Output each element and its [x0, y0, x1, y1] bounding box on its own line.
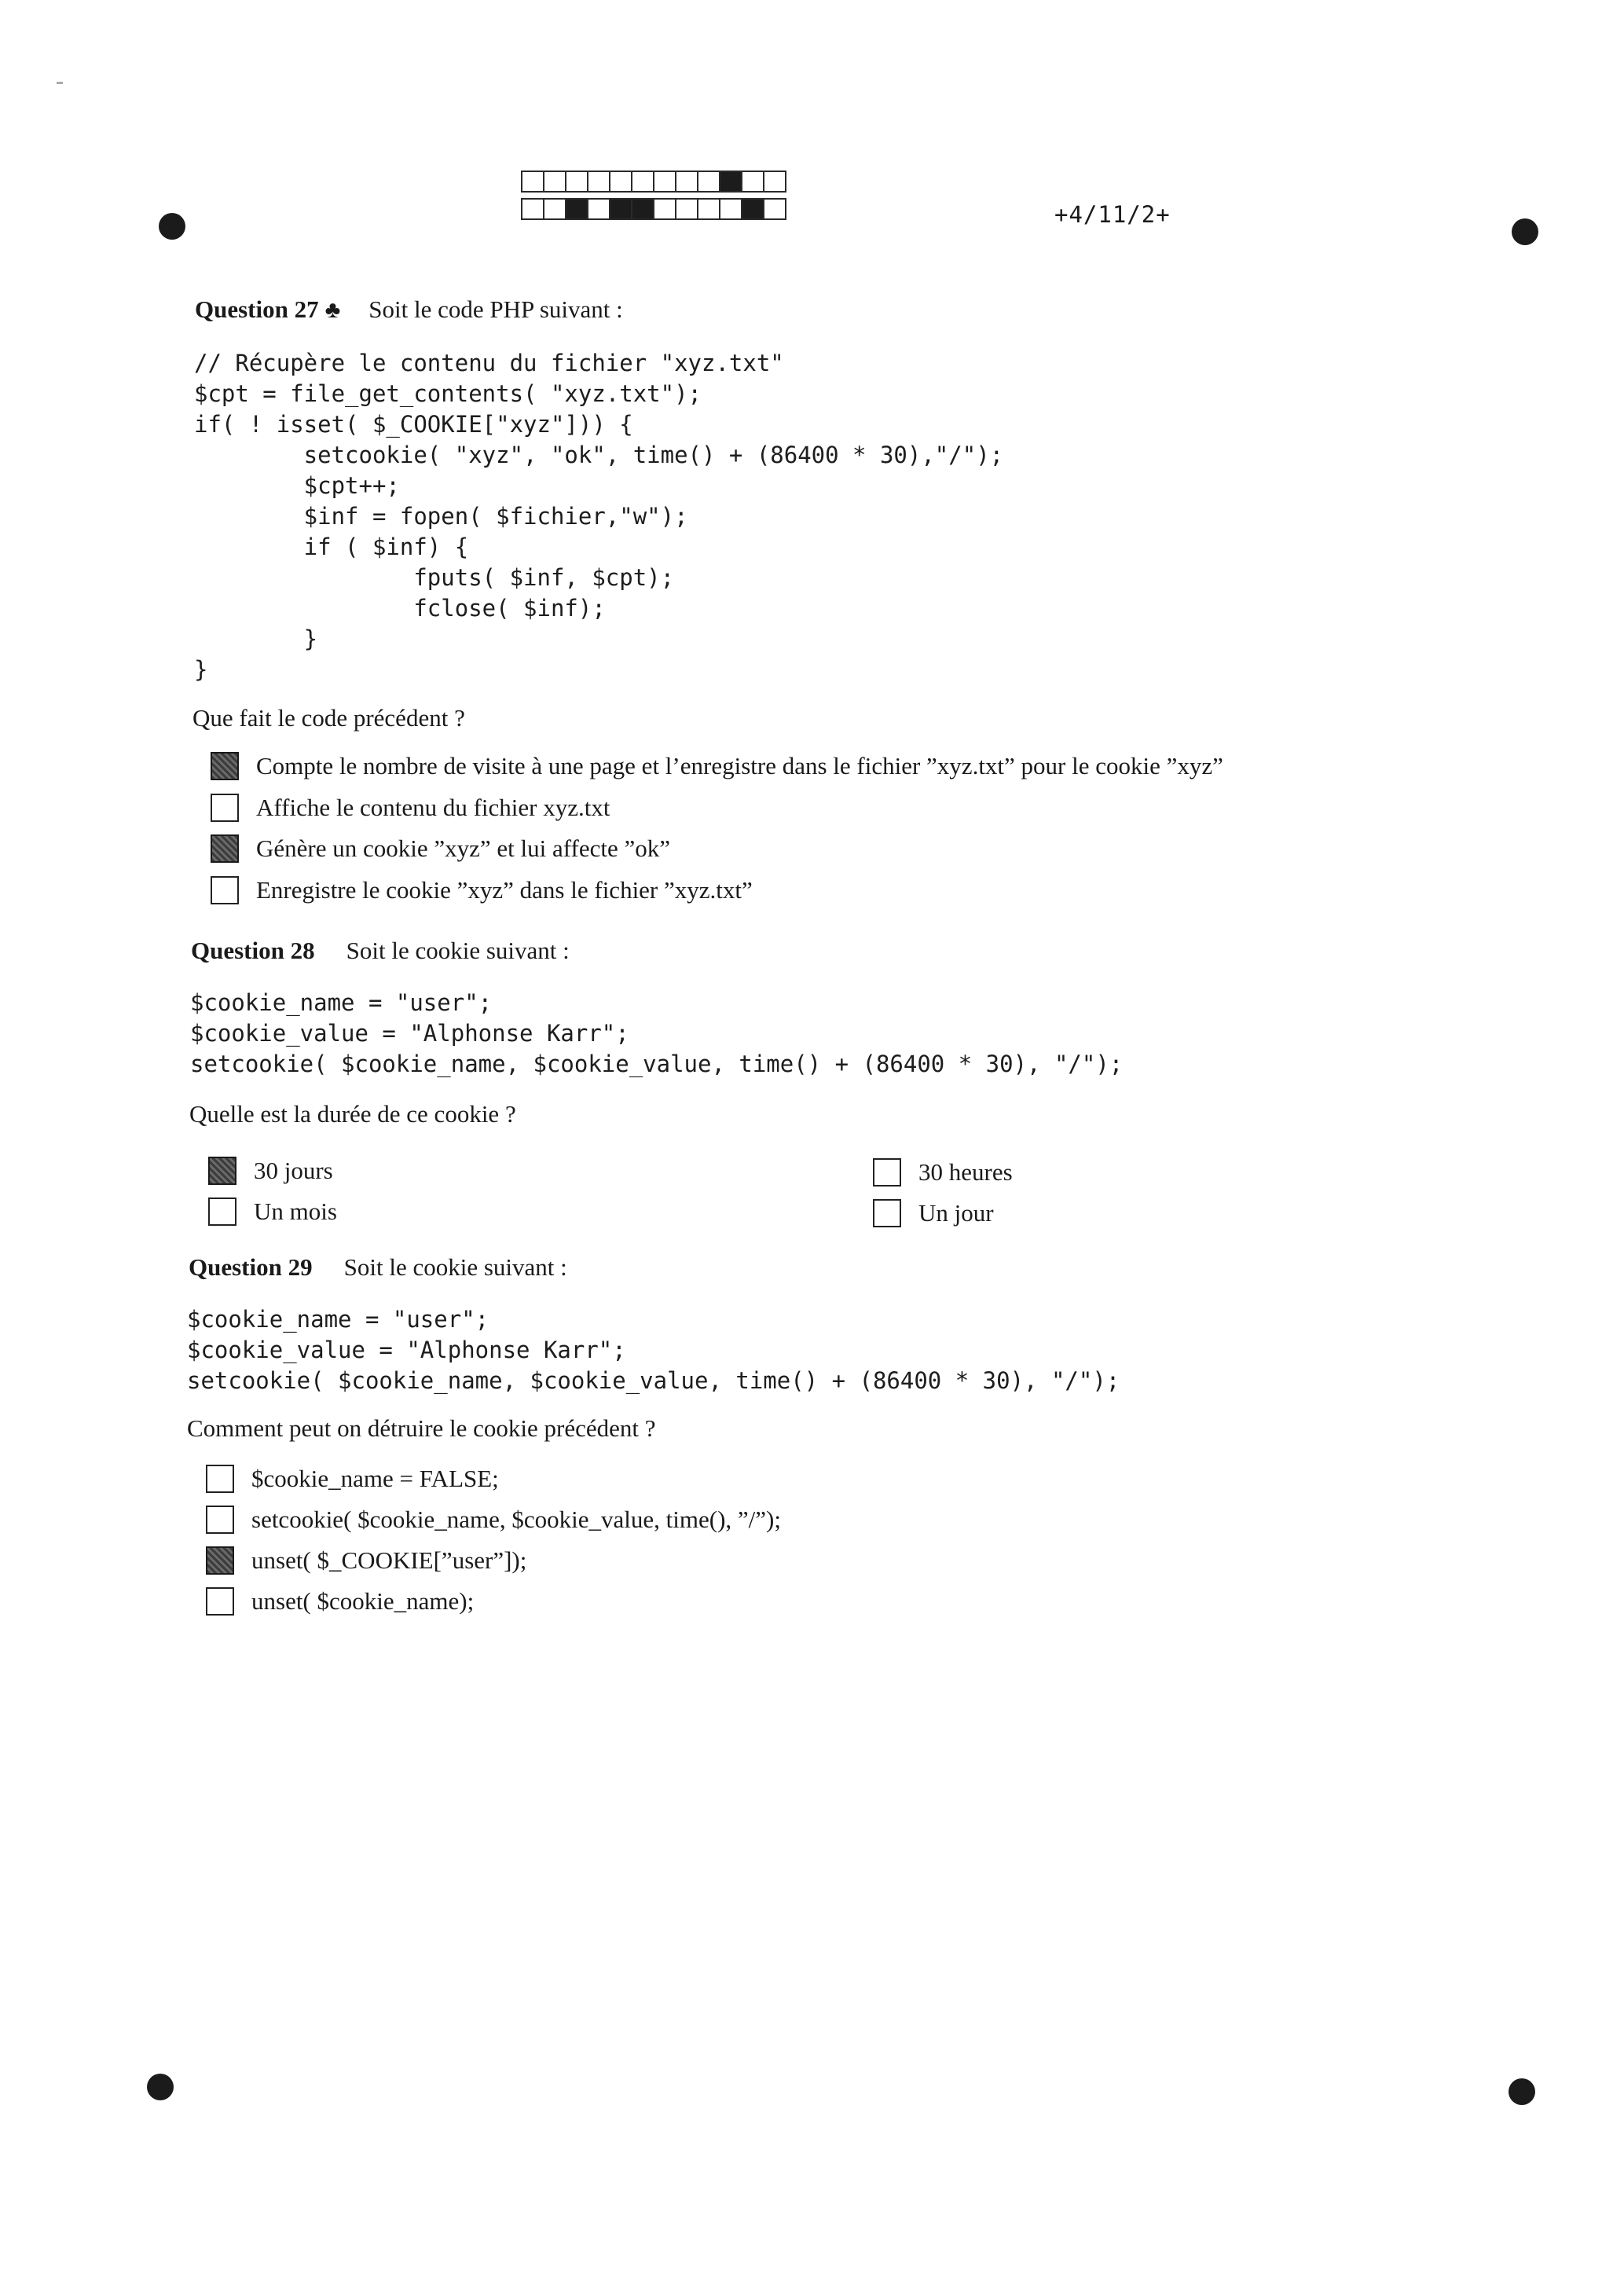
- id-grid-cell: [697, 198, 720, 220]
- q29-answer-1[interactable]: [206, 1465, 499, 1493]
- question-29-header: [189, 1253, 567, 1282]
- id-grid-cell: [543, 171, 566, 193]
- q27-answer-1-checkbox[interactable]: [211, 752, 239, 780]
- q29-answer-2-label: setcookie( $cookie_name, $cookie_value, time(), ”/”);: [251, 1506, 781, 1533]
- id-grid-cell: [521, 171, 544, 193]
- registration-mark-top-right: [1512, 218, 1538, 245]
- q27-answer-3-checkbox[interactable]: [211, 834, 239, 863]
- q28-answer-3-checkbox[interactable]: [873, 1158, 901, 1187]
- id-grid-cell: [653, 198, 676, 220]
- question-29-code: $cookie_name = "user"; $cookie_value = "Alphonse Karr"; setcookie( $cookie_name, $cookie_value, time() + (86400 * 30), "/");: [187, 1306, 1120, 1394]
- id-grid-cell: [763, 171, 786, 193]
- id-grid-row-1: [521, 171, 785, 193]
- q29-answer-1-label: $cookie_name = FALSE;: [251, 1465, 499, 1492]
- q27-answer-2-label: Affiche le contenu du fichier xyz.txt: [256, 794, 610, 821]
- question-28-code: $cookie_name = "user"; $cookie_value = "Alphonse Karr"; setcookie( $cookie_name, $cookie_value, time() + (86400 * 30), "/");: [190, 989, 1124, 1077]
- q27-answer-1-label: Compte le nombre de visite à une page et l’enregistre dans le fichier ”xyz.txt” pour le cookie ”xyz”: [256, 752, 1223, 779]
- id-grid-cell: [697, 171, 720, 193]
- registration-mark-top-left: [159, 213, 185, 240]
- question-28-prompt: Quelle est la durée de ce cookie ?: [189, 1100, 516, 1128]
- q27-answer-4-label: Enregistre le cookie ”xyz” dans le fichier ”xyz.txt”: [256, 876, 753, 904]
- q28-answer-4[interactable]: [873, 1199, 994, 1227]
- id-grid-cell: [675, 171, 698, 193]
- id-grid-cell: [719, 198, 742, 220]
- q28-answer-1-checkbox[interactable]: [208, 1157, 236, 1185]
- id-grid-row-2: [521, 198, 785, 220]
- question-28-intro: Soit le cookie suivant :: [346, 937, 570, 964]
- question-27-code: // Récupère le contenu du fichier "xyz.txt" $cpt = file_get_contents( "xyz.txt"); if( ! isset( $_COOKIE["xyz"])) { setcookie( "xyz", "ok", time() + (86400 * 30),"/"); $cpt++; $inf = fopen( $fichier,"w"); if ( $inf) { fputs( $inf, $cpt); fclose( $inf); } }: [194, 350, 1004, 683]
- id-grid-cell: [763, 198, 786, 220]
- id-grid-cell: [609, 198, 632, 220]
- id-grid-cell: [653, 171, 676, 193]
- q28-answer-2-label: Un mois: [254, 1198, 337, 1225]
- id-grid-cell: [587, 171, 610, 193]
- id-grid-cell: [741, 171, 764, 193]
- q27-answer-4-checkbox[interactable]: [211, 876, 239, 904]
- id-grid-cell: [609, 171, 632, 193]
- q29-answer-3-checkbox[interactable]: [206, 1546, 234, 1575]
- question-28-header: [191, 937, 570, 965]
- id-grid-cell: [631, 198, 654, 220]
- question-28-number: Question 28: [191, 937, 315, 964]
- club-icon: ♣: [324, 297, 341, 323]
- q29-answer-2[interactable]: [206, 1506, 781, 1534]
- question-29-number: Question 29: [189, 1253, 313, 1281]
- q28-answer-3-label: 30 heures: [918, 1158, 1013, 1186]
- question-27-header: [195, 295, 623, 324]
- q28-answer-1[interactable]: [208, 1157, 333, 1185]
- id-grid-cell: [719, 171, 742, 193]
- q28-answer-4-checkbox[interactable]: [873, 1199, 901, 1227]
- q27-answer-3-label: Génère un cookie ”xyz” et lui affecte ”ok”: [256, 834, 670, 862]
- q28-answer-1-label: 30 jours: [254, 1157, 333, 1184]
- q27-answer-2[interactable]: [211, 794, 610, 822]
- q29-answer-4-label: unset( $cookie_name);: [251, 1587, 475, 1615]
- q29-answer-4[interactable]: [206, 1587, 474, 1616]
- q28-answer-3[interactable]: [873, 1158, 1013, 1187]
- id-grid-cell: [587, 198, 610, 220]
- q28-answer-2[interactable]: [208, 1198, 337, 1226]
- registration-mark-bottom-right: [1509, 2078, 1535, 2105]
- q28-answer-2-checkbox[interactable]: [208, 1198, 236, 1226]
- id-grid-cell: [675, 198, 698, 220]
- id-grid-cell: [741, 198, 764, 220]
- id-grid-cell: [543, 198, 566, 220]
- q29-answer-3[interactable]: [206, 1546, 526, 1575]
- q29-answer-4-checkbox[interactable]: [206, 1587, 234, 1616]
- page-code: +4/11/2+: [1054, 201, 1171, 228]
- question-27-number: Question 27: [195, 295, 319, 323]
- scan-speck: [57, 82, 63, 84]
- registration-mark-bottom-left: [147, 2074, 174, 2100]
- q27-answer-3[interactable]: [211, 834, 670, 863]
- question-27-prompt: Que fait le code précédent ?: [192, 704, 465, 732]
- id-grid-cell: [565, 198, 588, 220]
- question-27-intro: Soit le code PHP suivant :: [368, 295, 623, 323]
- q29-answer-1-checkbox[interactable]: [206, 1465, 234, 1493]
- id-grid-cell: [565, 171, 588, 193]
- q27-answer-1[interactable]: [211, 752, 1223, 780]
- q29-answer-3-label: unset( $_COOKIE[”user”]);: [251, 1546, 527, 1574]
- id-grid-cell: [521, 198, 544, 220]
- id-grid-cell: [631, 171, 654, 193]
- q27-answer-2-checkbox[interactable]: [211, 794, 239, 822]
- q29-answer-2-checkbox[interactable]: [206, 1506, 234, 1534]
- question-29-prompt: Comment peut on détruire le cookie précédent ?: [187, 1414, 656, 1442]
- q28-answer-4-label: Un jour: [918, 1199, 994, 1227]
- q27-answer-4[interactable]: [211, 876, 753, 904]
- question-29-intro: Soit le cookie suivant :: [343, 1253, 567, 1281]
